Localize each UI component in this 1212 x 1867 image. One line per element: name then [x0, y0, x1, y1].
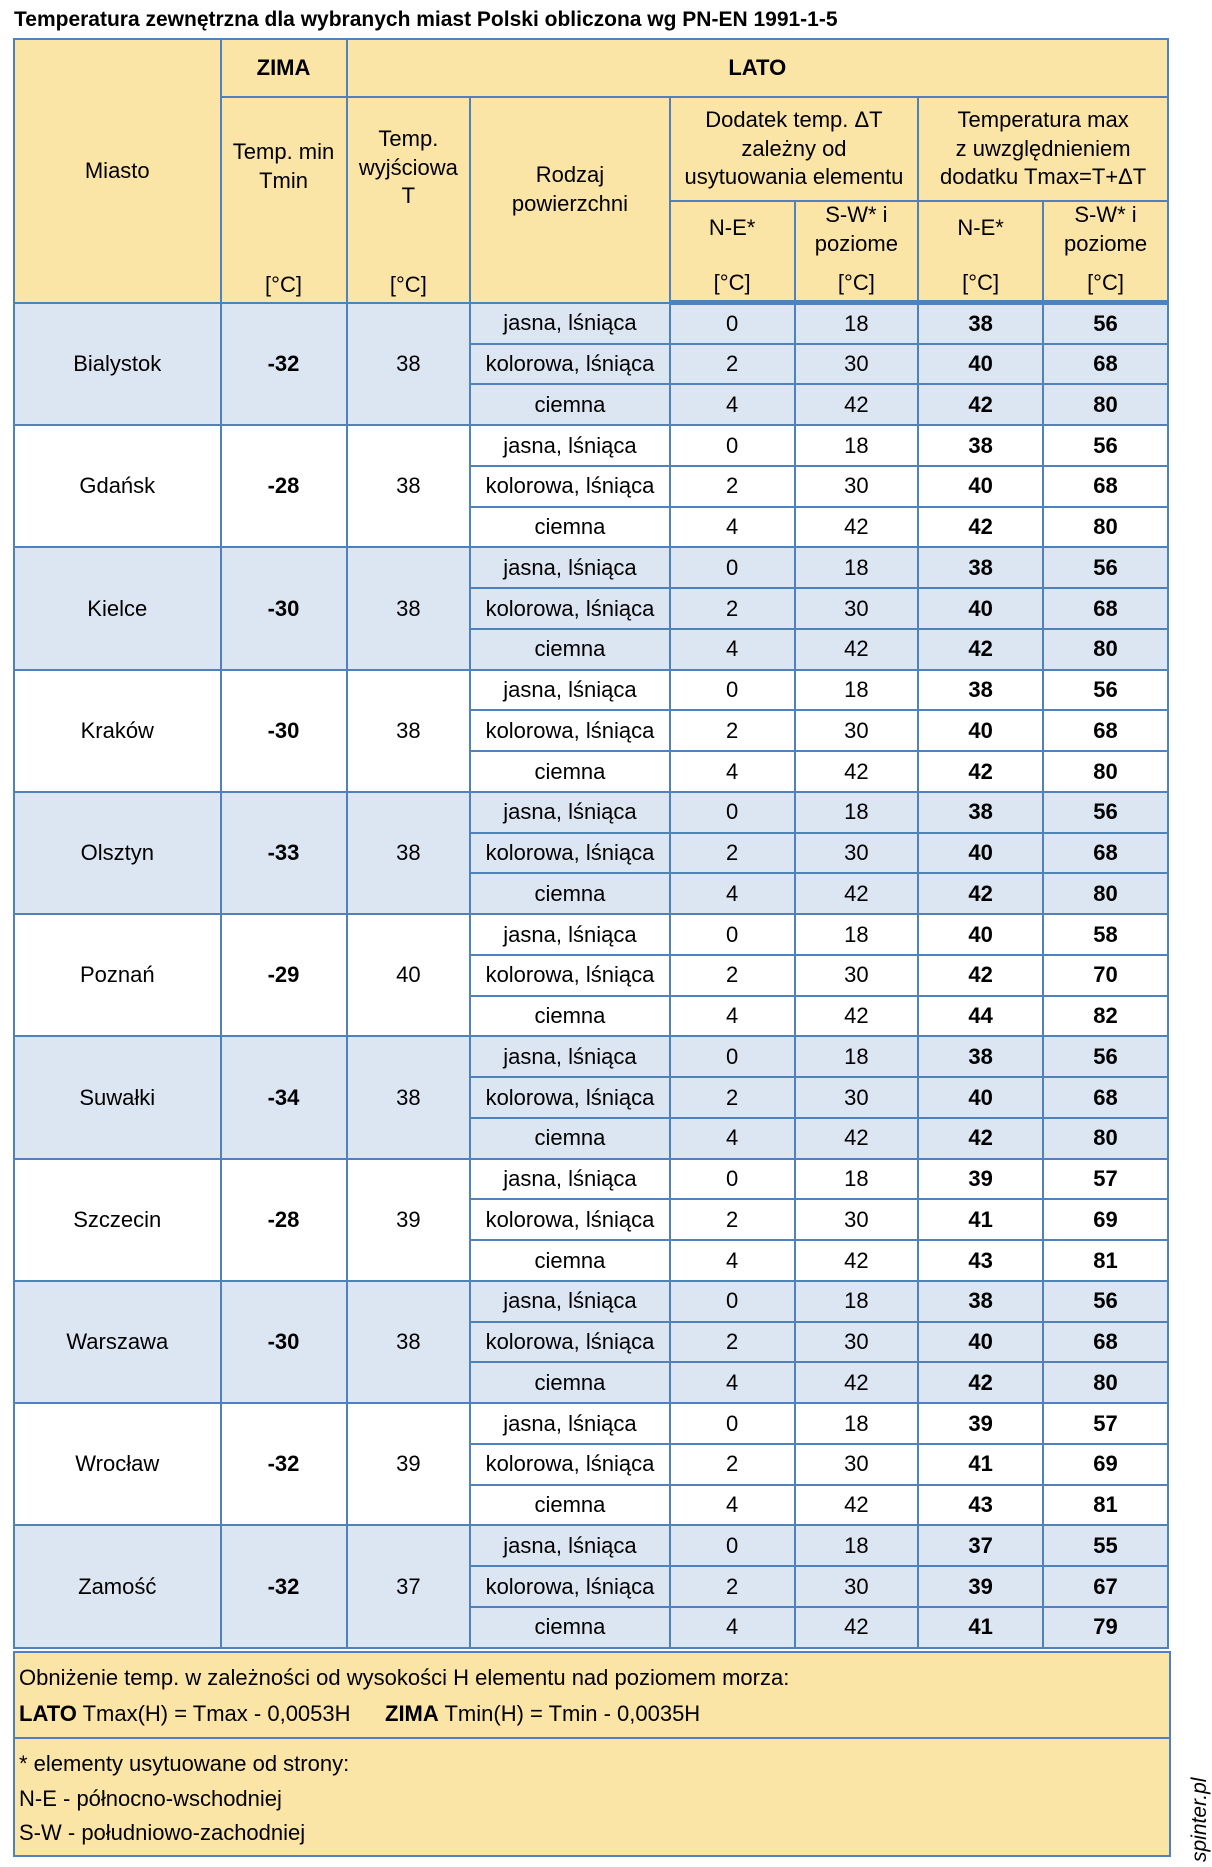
header-tsw [1043, 201, 1168, 303]
city-name: Bialystok [14, 303, 221, 425]
ne-note: N-E - północno-wschodniej [19, 1786, 282, 1811]
city-t: 38 [347, 425, 471, 547]
tmax-ne: 39 [918, 1403, 1043, 1444]
city-t: 37 [347, 1525, 471, 1648]
delta-ne: 4 [670, 507, 795, 548]
table-row [14, 1281, 1168, 1322]
delta-ne: 2 [670, 955, 795, 996]
city-t: 39 [347, 1403, 471, 1525]
header-rodzaj-label [471, 161, 669, 218]
watermark: spinter.pl [1188, 1777, 1211, 1862]
temperature-table [13, 38, 1169, 1649]
tmax-sw: 70 [1043, 955, 1168, 996]
surface-type: kolorowa, lśniąca [470, 344, 670, 385]
header-tmax [918, 97, 1168, 201]
header-rodzaj-line2: powierzchni [511, 190, 629, 216]
header-row-1 [14, 39, 1168, 97]
header-dne [670, 201, 795, 303]
header-tsw-unit: [°C] [1087, 270, 1124, 296]
city-t: 38 [347, 670, 471, 792]
delta-sw: 30 [795, 955, 919, 996]
city-tmin: -30 [221, 1281, 347, 1403]
delta-ne: 2 [670, 1566, 795, 1607]
delta-ne: 2 [670, 710, 795, 751]
tmax-ne: 43 [918, 1240, 1043, 1281]
tmax-sw: 55 [1043, 1525, 1168, 1566]
footer-notes [13, 1651, 1171, 1857]
delta-sw: 30 [795, 1077, 919, 1118]
header-tmin [221, 97, 347, 303]
delta-sw: 42 [795, 1607, 919, 1648]
city-name: Wrocław [14, 1403, 221, 1525]
tmax-ne: 40 [918, 710, 1043, 751]
delta-sw: 18 [795, 1525, 919, 1566]
surface-type: kolorowa, lśniąca [470, 588, 670, 629]
tmax-ne: 38 [918, 1281, 1043, 1322]
delta-ne: 2 [670, 466, 795, 507]
delta-ne: 2 [670, 1444, 795, 1485]
table-row [14, 914, 1168, 955]
delta-ne: 4 [670, 1485, 795, 1526]
header-tmax-line2: z uwzględnieniem [955, 135, 1131, 161]
delta-ne: 2 [670, 833, 795, 874]
surface-type: ciemna [470, 629, 670, 670]
delta-ne: 4 [670, 1118, 795, 1159]
tmax-ne: 42 [918, 507, 1043, 548]
delta-sw: 42 [795, 1240, 919, 1281]
surface-type: ciemna [470, 873, 670, 914]
tmax-ne: 40 [918, 466, 1043, 507]
surface-type: jasna, lśniąca [470, 1281, 670, 1322]
surface-type: kolorowa, lśniąca [470, 466, 670, 507]
delta-ne: 4 [670, 1362, 795, 1403]
city-t: 40 [347, 914, 471, 1036]
header-twyj-line3: T [401, 183, 416, 209]
delta-ne: 4 [670, 1240, 795, 1281]
tmax-sw: 56 [1043, 425, 1168, 466]
delta-sw: 30 [795, 588, 919, 629]
tmax-sw: 81 [1043, 1485, 1168, 1526]
surface-type: kolorowa, lśniąca [470, 833, 670, 874]
tmax-ne: 38 [918, 1036, 1043, 1077]
delta-ne: 2 [670, 344, 795, 385]
surface-type: jasna, lśniąca [470, 1403, 670, 1444]
surface-type: ciemna [470, 507, 670, 548]
header-tsw-line1: S-W* i [1074, 202, 1137, 228]
tmax-ne: 42 [918, 629, 1043, 670]
tmax-ne: 38 [918, 547, 1043, 588]
tmax-sw: 56 [1043, 303, 1168, 344]
header-tne [918, 201, 1043, 303]
delta-sw: 18 [795, 670, 919, 711]
surface-type: jasna, lśniąca [470, 1159, 670, 1200]
tmax-ne: 40 [918, 1322, 1043, 1363]
tmax-ne: 39 [918, 1566, 1043, 1607]
tmax-sw: 82 [1043, 996, 1168, 1037]
surface-type: jasna, lśniąca [470, 1036, 670, 1077]
delta-ne: 2 [670, 588, 795, 629]
tmax-ne: 38 [918, 425, 1043, 466]
zima-formula-label: ZIMA [385, 1701, 439, 1726]
delta-sw: 18 [795, 425, 919, 466]
delta-sw: 30 [795, 710, 919, 751]
delta-ne: 0 [670, 792, 795, 833]
delta-sw: 30 [795, 1566, 919, 1607]
tmax-ne: 40 [918, 588, 1043, 629]
city-t: 38 [347, 303, 471, 425]
delta-sw: 30 [795, 466, 919, 507]
delta-sw: 30 [795, 344, 919, 385]
tmax-sw: 81 [1043, 1240, 1168, 1281]
city-name: Kielce [14, 547, 221, 669]
elements-note: * elementy usytuowane od strony: [19, 1751, 350, 1776]
tmax-ne: 40 [918, 344, 1043, 385]
tmax-sw: 56 [1043, 670, 1168, 711]
tmax-ne: 41 [918, 1199, 1043, 1240]
tmax-sw: 68 [1043, 1077, 1168, 1118]
surface-type: jasna, lśniąca [470, 1525, 670, 1566]
tmax-ne: 41 [918, 1607, 1043, 1648]
tmax-sw: 68 [1043, 1322, 1168, 1363]
header-tne-label: N-E* [957, 215, 1004, 241]
delta-ne: 0 [670, 1036, 795, 1077]
delta-ne: 0 [670, 1281, 795, 1322]
delta-sw: 18 [795, 1403, 919, 1444]
delta-ne: 2 [670, 1199, 795, 1240]
header-lato: LATO [347, 39, 1168, 97]
header-tmin-line2: Tmin [259, 167, 308, 193]
surface-type: jasna, lśniąca [470, 303, 670, 344]
header-dsw-line1: S-W* i [825, 202, 888, 228]
surface-type: jasna, lśniąca [470, 914, 670, 955]
city-tmin: -29 [221, 914, 347, 1036]
delta-sw: 18 [795, 792, 919, 833]
tmax-sw: 56 [1043, 1036, 1168, 1077]
table-row [14, 303, 1168, 344]
delta-ne: 0 [670, 1159, 795, 1200]
delta-sw: 42 [795, 384, 919, 425]
header-twyj-line2: wyjściowa [358, 154, 458, 180]
city-name: Szczecin [14, 1159, 221, 1281]
surface-type: kolorowa, lśniąca [470, 1199, 670, 1240]
delta-sw: 30 [795, 1199, 919, 1240]
city-tmin: -34 [221, 1036, 347, 1158]
delta-ne: 4 [670, 1607, 795, 1648]
delta-sw: 42 [795, 629, 919, 670]
header-tmin-line1: Temp. min [232, 139, 335, 165]
delta-ne: 4 [670, 873, 795, 914]
header-dne-label: N-E* [708, 215, 756, 241]
city-t: 39 [347, 1159, 471, 1281]
city-tmin: -30 [221, 547, 347, 669]
delta-sw: 30 [795, 1322, 919, 1363]
header-tmin-label [222, 138, 346, 195]
tmax-sw: 80 [1043, 1118, 1168, 1159]
surface-type: jasna, lśniąca [470, 792, 670, 833]
surface-type: kolorowa, lśniąca [470, 955, 670, 996]
tmax-sw: 56 [1043, 547, 1168, 588]
tmax-sw: 68 [1043, 466, 1168, 507]
tmax-sw: 80 [1043, 507, 1168, 548]
header-rodzaj [470, 97, 670, 303]
header-tmin-unit: [°C] [265, 271, 302, 297]
city-t: 38 [347, 1036, 471, 1158]
city-tmin: -33 [221, 792, 347, 914]
table-row [14, 792, 1168, 833]
delta-ne: 4 [670, 751, 795, 792]
tmax-ne: 40 [918, 833, 1043, 874]
city-tmin: -28 [221, 425, 347, 547]
table-row [14, 547, 1168, 588]
tmax-sw: 68 [1043, 710, 1168, 751]
tmax-ne: 42 [918, 955, 1043, 996]
tmax-ne: 41 [918, 1444, 1043, 1485]
city-tmin: -30 [221, 670, 347, 792]
header-miasto: Miasto [14, 39, 221, 303]
tmax-ne: 38 [918, 303, 1043, 344]
city-t: 38 [347, 547, 471, 669]
header-twyj [347, 97, 471, 303]
delta-ne: 4 [670, 629, 795, 670]
delta-ne: 0 [670, 1403, 795, 1444]
city-name: Warszawa [14, 1281, 221, 1403]
tmax-ne: 44 [918, 996, 1043, 1037]
delta-sw: 42 [795, 1118, 919, 1159]
tmax-sw: 79 [1043, 1607, 1168, 1648]
table-row [14, 1036, 1168, 1077]
footer-divider [15, 1737, 1169, 1739]
surface-type: ciemna [470, 1240, 670, 1281]
city-tmin: -32 [221, 303, 347, 425]
city-t: 38 [347, 1281, 471, 1403]
tmax-sw: 69 [1043, 1444, 1168, 1485]
surface-type: ciemna [470, 384, 670, 425]
surface-type: kolorowa, lśniąca [470, 1566, 670, 1607]
delta-sw: 42 [795, 873, 919, 914]
surface-type: ciemna [470, 1607, 670, 1648]
surface-type: ciemna [470, 1485, 670, 1526]
sw-note: S-W - południowo-zachodniej [19, 1820, 306, 1845]
delta-sw: 42 [795, 507, 919, 548]
lato-formula-label: LATO [19, 1701, 77, 1726]
city-name: Zamość [14, 1525, 221, 1648]
tmax-ne: 40 [918, 1077, 1043, 1118]
surface-type: jasna, lśniąca [470, 425, 670, 466]
tmax-sw: 80 [1043, 751, 1168, 792]
tmax-sw: 56 [1043, 792, 1168, 833]
surface-type: ciemna [470, 1362, 670, 1403]
tmax-sw: 56 [1043, 1281, 1168, 1322]
tmax-ne: 42 [918, 873, 1043, 914]
delta-ne: 0 [670, 670, 795, 711]
tmax-ne: 42 [918, 751, 1043, 792]
table-row [14, 1403, 1168, 1444]
header-twyj-unit: [°C] [389, 271, 427, 297]
delta-sw: 18 [795, 1036, 919, 1077]
header-tne-unit: [°C] [962, 270, 1000, 296]
header-dodatek-line1: Dodatek temp. ΔT [705, 107, 883, 133]
table-row [14, 425, 1168, 466]
header-dodatek-line3: usytuowania elementu [684, 164, 904, 190]
tmax-ne: 42 [918, 1362, 1043, 1403]
header-dne-unit: [°C] [713, 270, 751, 296]
tmax-sw: 67 [1043, 1566, 1168, 1607]
header-twyj-line1: Temp. [378, 126, 439, 152]
delta-sw: 30 [795, 1444, 919, 1485]
header-twyj-label [348, 125, 470, 211]
delta-ne: 2 [670, 1077, 795, 1118]
tmax-sw: 80 [1043, 384, 1168, 425]
tmax-ne: 38 [918, 792, 1043, 833]
tmax-ne: 42 [918, 384, 1043, 425]
tmax-sw: 80 [1043, 1362, 1168, 1403]
lato-formula [19, 1701, 351, 1727]
height-note: Obniżenie temp. w zależności od wysokości H elementu nad poziomem morza: [19, 1665, 790, 1690]
table-row [14, 670, 1168, 711]
delta-ne: 4 [670, 384, 795, 425]
tmax-sw: 68 [1043, 833, 1168, 874]
header-dodatek-line2: zależny od [741, 135, 847, 161]
delta-sw: 30 [795, 833, 919, 874]
city-name: Kraków [14, 670, 221, 792]
surface-type: kolorowa, lśniąca [470, 1444, 670, 1485]
city-name: Olsztyn [14, 792, 221, 914]
tmax-sw: 57 [1043, 1403, 1168, 1444]
delta-ne: 2 [670, 1322, 795, 1363]
delta-ne: 4 [670, 996, 795, 1037]
header-dsw-label [796, 201, 918, 258]
delta-sw: 18 [795, 1281, 919, 1322]
header-tsw-line2: poziome [1063, 230, 1148, 256]
tmax-sw: 58 [1043, 914, 1168, 955]
surface-type: jasna, lśniąca [470, 670, 670, 711]
surface-type: ciemna [470, 1118, 670, 1159]
city-t: 38 [347, 792, 471, 914]
city-tmin: -32 [221, 1403, 347, 1525]
page-title: Temperatura zewnętrzna dla wybranych miast Polski obliczona wg PN-EN 1991-1-5 [14, 8, 838, 31]
tmax-sw: 80 [1043, 629, 1168, 670]
surface-type: kolorowa, lśniąca [470, 1322, 670, 1363]
surface-type: jasna, lśniąca [470, 547, 670, 588]
delta-sw: 18 [795, 303, 919, 344]
header-rodzaj-line1: Rodzaj [535, 162, 605, 188]
tmax-ne: 42 [918, 1118, 1043, 1159]
delta-ne: 0 [670, 547, 795, 588]
tmax-sw: 68 [1043, 344, 1168, 385]
delta-ne: 0 [670, 303, 795, 344]
header-dsw [795, 201, 919, 303]
delta-ne: 0 [670, 1525, 795, 1566]
surface-type: ciemna [470, 996, 670, 1037]
delta-sw: 42 [795, 751, 919, 792]
tmax-sw: 68 [1043, 588, 1168, 629]
header-dsw-unit: [°C] [837, 270, 875, 296]
zima-formula [385, 1701, 700, 1727]
delta-ne: 0 [670, 914, 795, 955]
delta-sw: 18 [795, 1159, 919, 1200]
surface-type: kolorowa, lśniąca [470, 710, 670, 751]
city-name: Gdańsk [14, 425, 221, 547]
tmax-ne: 39 [918, 1159, 1043, 1200]
delta-ne: 0 [670, 425, 795, 466]
table-body [14, 39, 1168, 1648]
delta-sw: 42 [795, 1362, 919, 1403]
city-name: Suwałki [14, 1036, 221, 1158]
tmax-ne: 40 [918, 914, 1043, 955]
city-tmin: -28 [221, 1159, 347, 1281]
city-name: Poznań [14, 914, 221, 1036]
header-tmax-line1: Temperatura max [957, 107, 1129, 133]
delta-sw: 42 [795, 1485, 919, 1526]
tmax-ne: 37 [918, 1525, 1043, 1566]
header-zima: ZIMA [221, 39, 347, 97]
header-tmax-line3: dodatku Tmax=T+ΔT [939, 164, 1147, 190]
header-dsw-line2: poziome [814, 230, 898, 256]
surface-type: kolorowa, lśniąca [470, 1077, 670, 1118]
tmax-sw: 57 [1043, 1159, 1168, 1200]
header-dodatek [670, 97, 919, 201]
table-row [14, 1159, 1168, 1200]
tmax-sw: 69 [1043, 1199, 1168, 1240]
tmax-ne: 38 [918, 670, 1043, 711]
zima-formula-text: Tmin(H) = Tmin - 0,0035H [438, 1701, 701, 1726]
city-tmin: -32 [221, 1525, 347, 1648]
delta-sw: 18 [795, 547, 919, 588]
delta-sw: 42 [795, 996, 919, 1037]
tmax-sw: 80 [1043, 873, 1168, 914]
table-row [14, 1525, 1168, 1566]
header-tsw-label [1044, 201, 1167, 258]
lato-formula-text: Tmax(H) = Tmax - 0,0053H [76, 1701, 351, 1726]
delta-sw: 18 [795, 914, 919, 955]
surface-type: ciemna [470, 751, 670, 792]
tmax-ne: 43 [918, 1485, 1043, 1526]
